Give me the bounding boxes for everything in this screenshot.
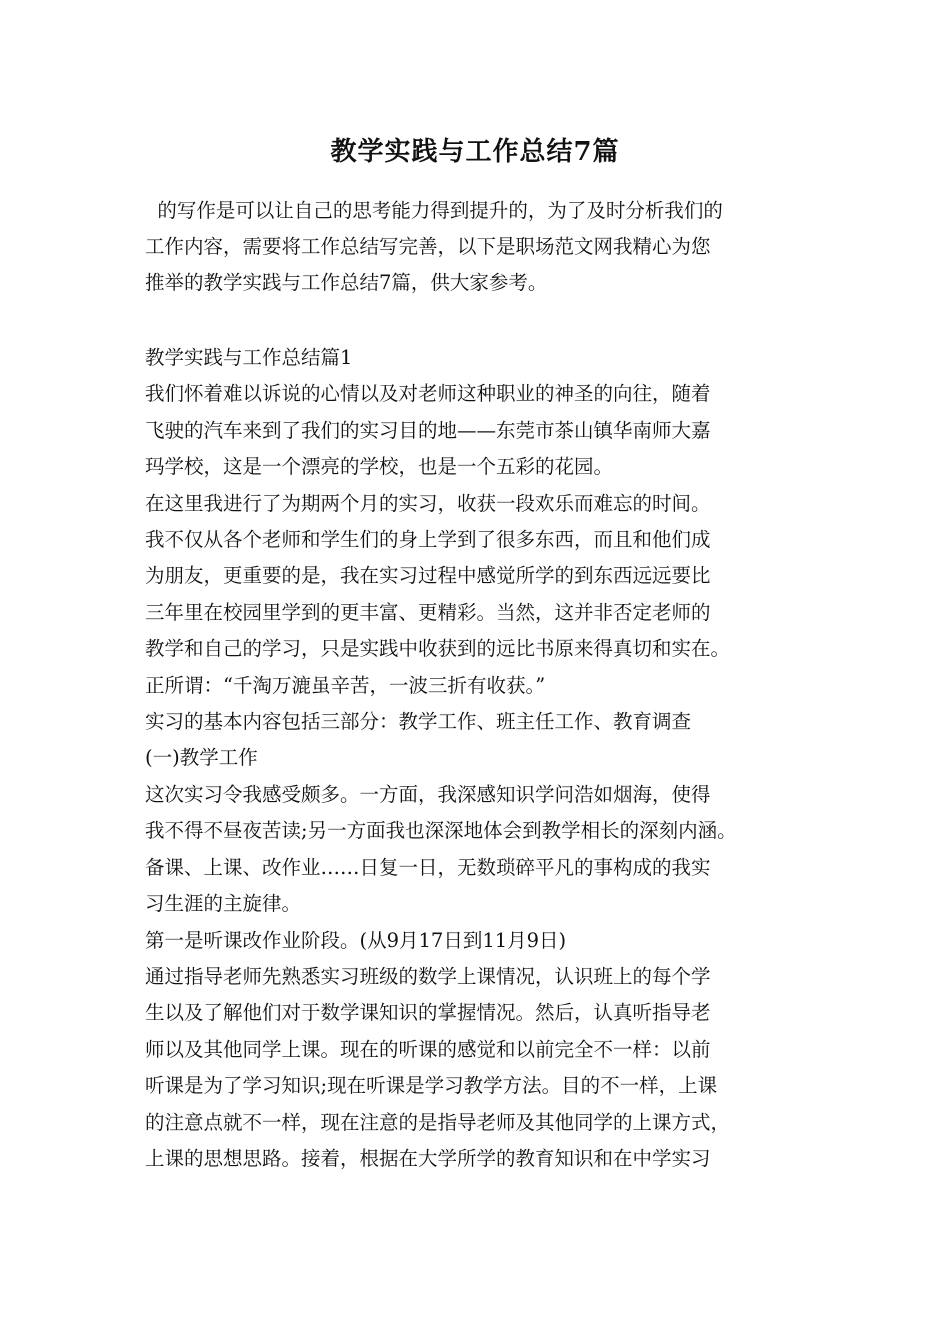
body-text bbox=[145, 340, 825, 1177]
text-line: 师以及其他同学上课。现在的听课的感觉和以前完全不一样：以前 bbox=[145, 1037, 711, 1061]
text-line: 的写作是可以让自己的思考能力得到提升的，为了及时分析我们的 bbox=[145, 199, 723, 222]
text-line: 三年里在校园里学到的更丰富、更精彩。当然，这并非否定老师的 bbox=[145, 600, 711, 624]
text-line: 通过指导老师先熟悉实习班级的数学上课情况，认识班上的每个学 bbox=[145, 964, 711, 988]
text-line: 在这里我进行了为期两个月的实习，收获一段欢乐而难忘的时间。 bbox=[145, 491, 711, 515]
text-line: 为朋友，更重要的是，我在实习过程中感觉所学的到东西远远要比 bbox=[145, 564, 711, 588]
text-line: 正所谓：“千淘万漉虽辛苦，一波三折有收获。” bbox=[145, 673, 546, 697]
subsection-heading: (一)教学工作 bbox=[145, 746, 258, 770]
text-line: 的注意点就不一样，现在注意的是指导老师及其他同学的上课方式， bbox=[145, 1110, 731, 1134]
text-line: 我不仅从各个老师和学生们的身上学到了很多东西，而且和他们成 bbox=[145, 528, 711, 552]
section-heading: 教学实践与工作总结篇1 bbox=[145, 346, 353, 369]
text-line: 推举的教学实践与工作总结7篇，供大家参考。 bbox=[145, 271, 548, 294]
text-line: 我们怀着难以诉说的心情以及对老师这种职业的神圣的向往，随着 bbox=[145, 382, 711, 406]
text-line: 第一是听课改作业阶段。(从9月17日到11月9日) bbox=[145, 928, 567, 952]
text-line: 听课是为了学习知识;现在听课是学习教学方法。目的不一样，上课 bbox=[145, 1074, 718, 1098]
text-line: 这次实习令我感受颇多。一方面，我深感知识学问浩如烟海，使得 bbox=[145, 782, 711, 806]
text-line: 上课的思想思路。接着，根据在大学所学的教育知识和在中学实习 bbox=[145, 1146, 711, 1170]
text-line: 实习的基本内容包括三部分：教学工作、班主任工作、教育调查 bbox=[145, 710, 692, 734]
text-line: 习生涯的主旋律。 bbox=[145, 892, 302, 916]
text-line: 工作内容，需要将工作总结写完善，以下是职场范文网我精心为您 bbox=[145, 235, 711, 258]
text-line: 我不得不昼夜苦读;另一方面我也深深地体会到教学相长的深刻内涵。 bbox=[145, 819, 737, 843]
text-line: 玛学校，这是一个漂亮的学校，也是一个五彩的花园。 bbox=[145, 455, 614, 479]
document-title: 教学实践与工作总结7篇 bbox=[330, 137, 620, 167]
text-line: 生以及了解他们对于数学课知识的掌握情况。然后，认真听指导老 bbox=[145, 1001, 711, 1025]
text-line: 教学和自己的学习，只是实践中收获到的远比书原来得真切和实在。 bbox=[145, 637, 731, 661]
text-line: 备课、上课、改作业……日复一日，无数琐碎平凡的事构成的我实 bbox=[145, 855, 711, 879]
text-line: 飞驶的汽车来到了我们的实习目的地——东莞市茶山镇华南师大嘉 bbox=[145, 418, 711, 442]
intro-paragraph bbox=[145, 193, 810, 301]
